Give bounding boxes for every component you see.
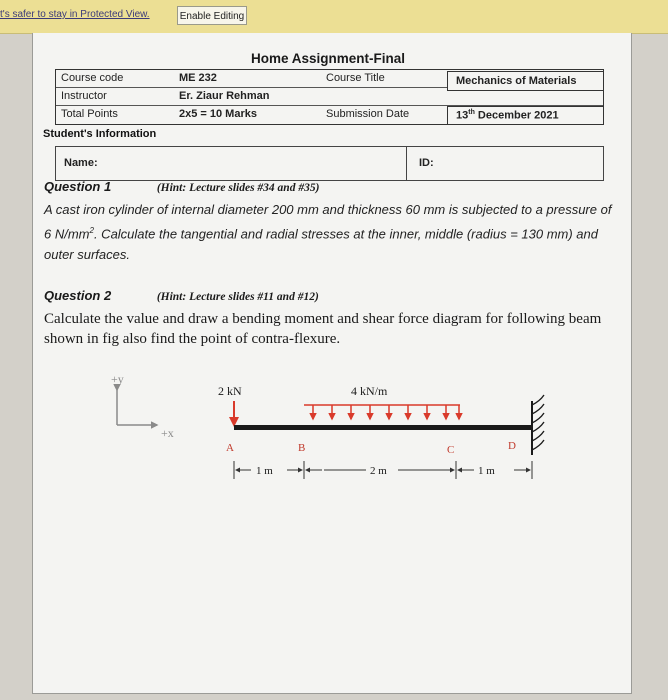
point-load-label: 2 kN — [218, 384, 242, 398]
instructor-label: Instructor — [61, 90, 107, 102]
point-b-label: B — [298, 442, 306, 454]
course-title-label: Course Title — [326, 72, 385, 84]
document-page — [32, 33, 632, 694]
total-points-label: Total Points — [61, 108, 118, 120]
udl-label: 4 kN/m — [351, 384, 388, 398]
dimension-1-label: 1 m — [256, 465, 273, 477]
name-label: Name: — [64, 157, 98, 169]
question-2-hint: (Hint: Lecture slides #11 and #12) — [156, 291, 319, 303]
axis-y-label: +y — [111, 372, 124, 386]
axis-x-label: +x — [161, 426, 174, 440]
point-d-label: D — [508, 440, 516, 452]
enable-editing-button[interactable]: Enable Editing — [177, 6, 247, 25]
submission-date-value: 13th December 2021 — [456, 109, 559, 122]
course-title-value: Mechanics of Materials — [456, 75, 577, 87]
id-label: ID: — [419, 157, 434, 169]
dimension-2-label: 2 m — [370, 465, 387, 477]
submission-date-label: Submission Date — [326, 108, 410, 120]
dimension-3-label: 1 m — [478, 465, 495, 477]
axes-icon — [117, 390, 157, 425]
instructor-value: Er. Ziaur Rehman — [179, 90, 270, 102]
udl-arrows — [313, 405, 459, 419]
question-2-label: Question 2 — [44, 288, 112, 303]
course-code-label: Course code — [61, 72, 124, 84]
question-1-text: A cast iron cylinder of internal diameter 200 mm and thickness 60 mm is subjected to a pressure of 6 $N/mm^2$. Calculate the tangential and radial stresses at the inner, middle (radius = 130 mm) and outer surfaces. — [44, 202, 612, 263]
question-2-text: Calculate the value and draw a bending moment and shear force diagram for following beam shown in fig also find the point of contra-flexure. — [44, 311, 602, 347]
point-a-label: A — [226, 442, 234, 454]
assignment-title: Home Assignment-Final — [251, 51, 406, 66]
beam-figure — [33, 33, 631, 693]
question-1-label: Question 1 — [44, 179, 112, 194]
student-info-heading: Student's Information — [43, 128, 157, 140]
beam — [234, 425, 532, 430]
total-points-value: 2x5 = 10 Marks — [179, 108, 257, 120]
question-1-hint: (Hint: Lecture slides #34 and #35) — [156, 182, 320, 194]
fixed-support-icon — [532, 395, 544, 455]
protected-view-message[interactable]: t's safer to stay in Protected View. — [0, 9, 150, 20]
protected-view-bar — [0, 0, 668, 34]
course-code-value: ME 232 — [179, 72, 217, 84]
point-c-label: C — [447, 444, 455, 456]
